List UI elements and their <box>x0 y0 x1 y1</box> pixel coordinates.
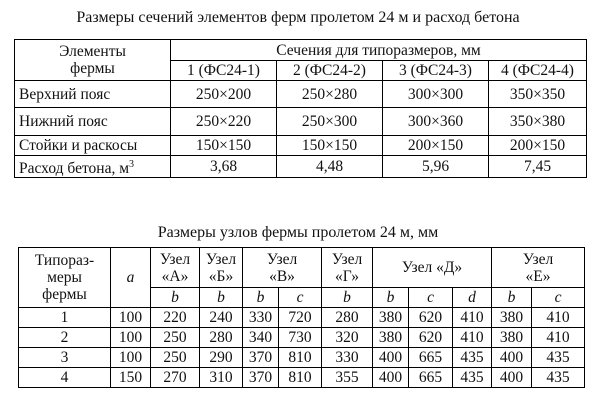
table-cell: 370 <box>243 348 279 368</box>
corner-header-line1: Элементы <box>59 43 126 60</box>
group-header: Сечения для типоразмеров, мм <box>171 40 587 61</box>
table-cell: 810 <box>279 348 322 368</box>
table-cell: 730 <box>279 328 322 348</box>
sub-header: b <box>492 288 532 308</box>
table-cell: 410 <box>453 308 492 328</box>
table-cell: 270 <box>151 368 200 388</box>
node-header: Узел «Д» <box>373 248 492 288</box>
node-header-line2: «Г» <box>334 267 360 285</box>
row-label: Нижний пояс <box>15 108 171 136</box>
table-cell: 5,96 <box>383 156 489 178</box>
table-cell: 310 <box>200 368 243 388</box>
table-cell: 300×360 <box>383 108 489 136</box>
corner-header <box>15 40 171 81</box>
corner-header-line2: фермы <box>70 60 115 77</box>
sections-table <box>14 39 587 178</box>
node-header <box>200 248 243 288</box>
node-header-line1: Узел <box>522 250 554 268</box>
node-header-line1: Узел <box>159 250 191 268</box>
table-cell: 330 <box>322 348 373 368</box>
node-header <box>151 248 200 288</box>
sub-header: b <box>243 288 279 308</box>
table-cell: 350×380 <box>489 108 587 136</box>
table-cell: 435 <box>532 348 585 368</box>
node-header-line2: «А» <box>161 267 189 285</box>
table-cell: 810 <box>279 368 322 388</box>
node-header-line1: Узел <box>205 250 237 268</box>
table-cell: 200×150 <box>489 136 587 156</box>
table-cell: 3,68 <box>171 156 277 178</box>
table-cell: 250×200 <box>171 81 277 108</box>
column-header: 3 (ФС24-3) <box>383 61 489 81</box>
table-row <box>19 348 585 368</box>
table-cell: 250×280 <box>277 81 383 108</box>
type-header-line1: Типораз- <box>34 252 95 269</box>
column-header: 4 (ФС24-4) <box>489 61 587 81</box>
sub-header: b <box>373 288 409 308</box>
column-header: 2 (ФС24-2) <box>277 61 383 81</box>
table-cell: 3 <box>19 348 111 368</box>
table-row <box>19 328 585 348</box>
table-cell: 1 <box>19 308 111 328</box>
table-cell: 250×300 <box>277 108 383 136</box>
table-cell: 100 <box>111 308 151 328</box>
table-cell: 720 <box>279 308 322 328</box>
node-header-line1: Узел <box>266 250 298 268</box>
table-cell: 300×300 <box>383 81 489 108</box>
row-label: Стойки и раскосы <box>15 136 171 156</box>
table-cell: 410 <box>532 328 585 348</box>
table-row <box>15 81 587 108</box>
type-header-line3: фермы <box>42 286 87 303</box>
table-cell: 7,45 <box>489 156 587 178</box>
node-header <box>322 248 373 288</box>
table-cell: 665 <box>409 368 453 388</box>
table-cell: 370 <box>243 368 279 388</box>
table-cell: 665 <box>409 348 453 368</box>
table-cell: 2 <box>19 328 111 348</box>
table-cell: 100 <box>111 328 151 348</box>
table-cell: 355 <box>322 368 373 388</box>
sub-header: c <box>532 288 585 308</box>
table-cell: 380 <box>373 308 409 328</box>
table-cell: 150 <box>111 368 151 388</box>
node-header <box>492 248 585 288</box>
table1-title: Размеры сечений элементов ферм пролетом 24 м и расход бетона <box>76 9 520 26</box>
table-cell: 435 <box>532 368 585 388</box>
table-cell: 400 <box>373 348 409 368</box>
table-cell: 200×150 <box>383 136 489 156</box>
sub-header: d <box>453 288 492 308</box>
table-cell: 330 <box>243 308 279 328</box>
nodes-table <box>18 247 585 388</box>
table-row <box>15 136 587 156</box>
table-cell: 280 <box>200 328 243 348</box>
node-header-line1: Узел <box>331 250 363 268</box>
table2-title: Размеры узлов фермы пролетом 24 м, мм <box>157 224 439 241</box>
table-cell: 4 <box>19 368 111 388</box>
type-header-line2: меры <box>47 269 82 286</box>
row-label-superscript: 3 <box>129 159 135 170</box>
table-row <box>19 308 585 328</box>
table-cell: 280 <box>322 308 373 328</box>
table-cell: 400 <box>373 368 409 388</box>
table-cell: 380 <box>492 308 532 328</box>
table-cell: 100 <box>111 348 151 368</box>
table-row <box>15 156 587 178</box>
node-header-line2: «В» <box>269 267 295 285</box>
table-cell: 150×150 <box>277 136 383 156</box>
table-cell: 350×350 <box>489 81 587 108</box>
node-header-line2: «Б» <box>208 267 234 285</box>
table-cell: 410 <box>532 308 585 328</box>
table-cell: 620 <box>409 328 453 348</box>
row-label: Верхний пояс <box>15 81 171 108</box>
table-cell: 400 <box>492 368 532 388</box>
table-cell: 150×150 <box>171 136 277 156</box>
sub-header: b <box>151 288 200 308</box>
table-row <box>19 368 585 388</box>
column-header: 1 (ФС24-1) <box>171 61 277 81</box>
row-label <box>15 156 171 178</box>
table-cell: 4,48 <box>277 156 383 178</box>
table-cell: 290 <box>200 348 243 368</box>
table-cell: 620 <box>409 308 453 328</box>
table-cell: 240 <box>200 308 243 328</box>
table-cell: 380 <box>373 328 409 348</box>
sub-header: b <box>322 288 373 308</box>
node-header <box>243 248 322 288</box>
table-cell: 250 <box>151 348 200 368</box>
table-cell: 400 <box>492 348 532 368</box>
table-cell: 320 <box>322 328 373 348</box>
node-header-line2: «Е» <box>525 267 551 285</box>
table-cell: 410 <box>453 328 492 348</box>
table-cell: 250×220 <box>171 108 277 136</box>
table-row <box>15 108 587 136</box>
type-header <box>19 248 111 308</box>
table-cell: 435 <box>453 368 492 388</box>
a-header: a <box>111 248 151 308</box>
sub-header: c <box>409 288 453 308</box>
table-cell: 380 <box>492 328 532 348</box>
table-cell: 435 <box>453 348 492 368</box>
table-cell: 250 <box>151 328 200 348</box>
row-label-text: Расход бетона, м <box>19 160 130 178</box>
sub-header: c <box>279 288 322 308</box>
table-cell: 340 <box>243 328 279 348</box>
sub-header: b <box>200 288 243 308</box>
table-cell: 220 <box>151 308 200 328</box>
